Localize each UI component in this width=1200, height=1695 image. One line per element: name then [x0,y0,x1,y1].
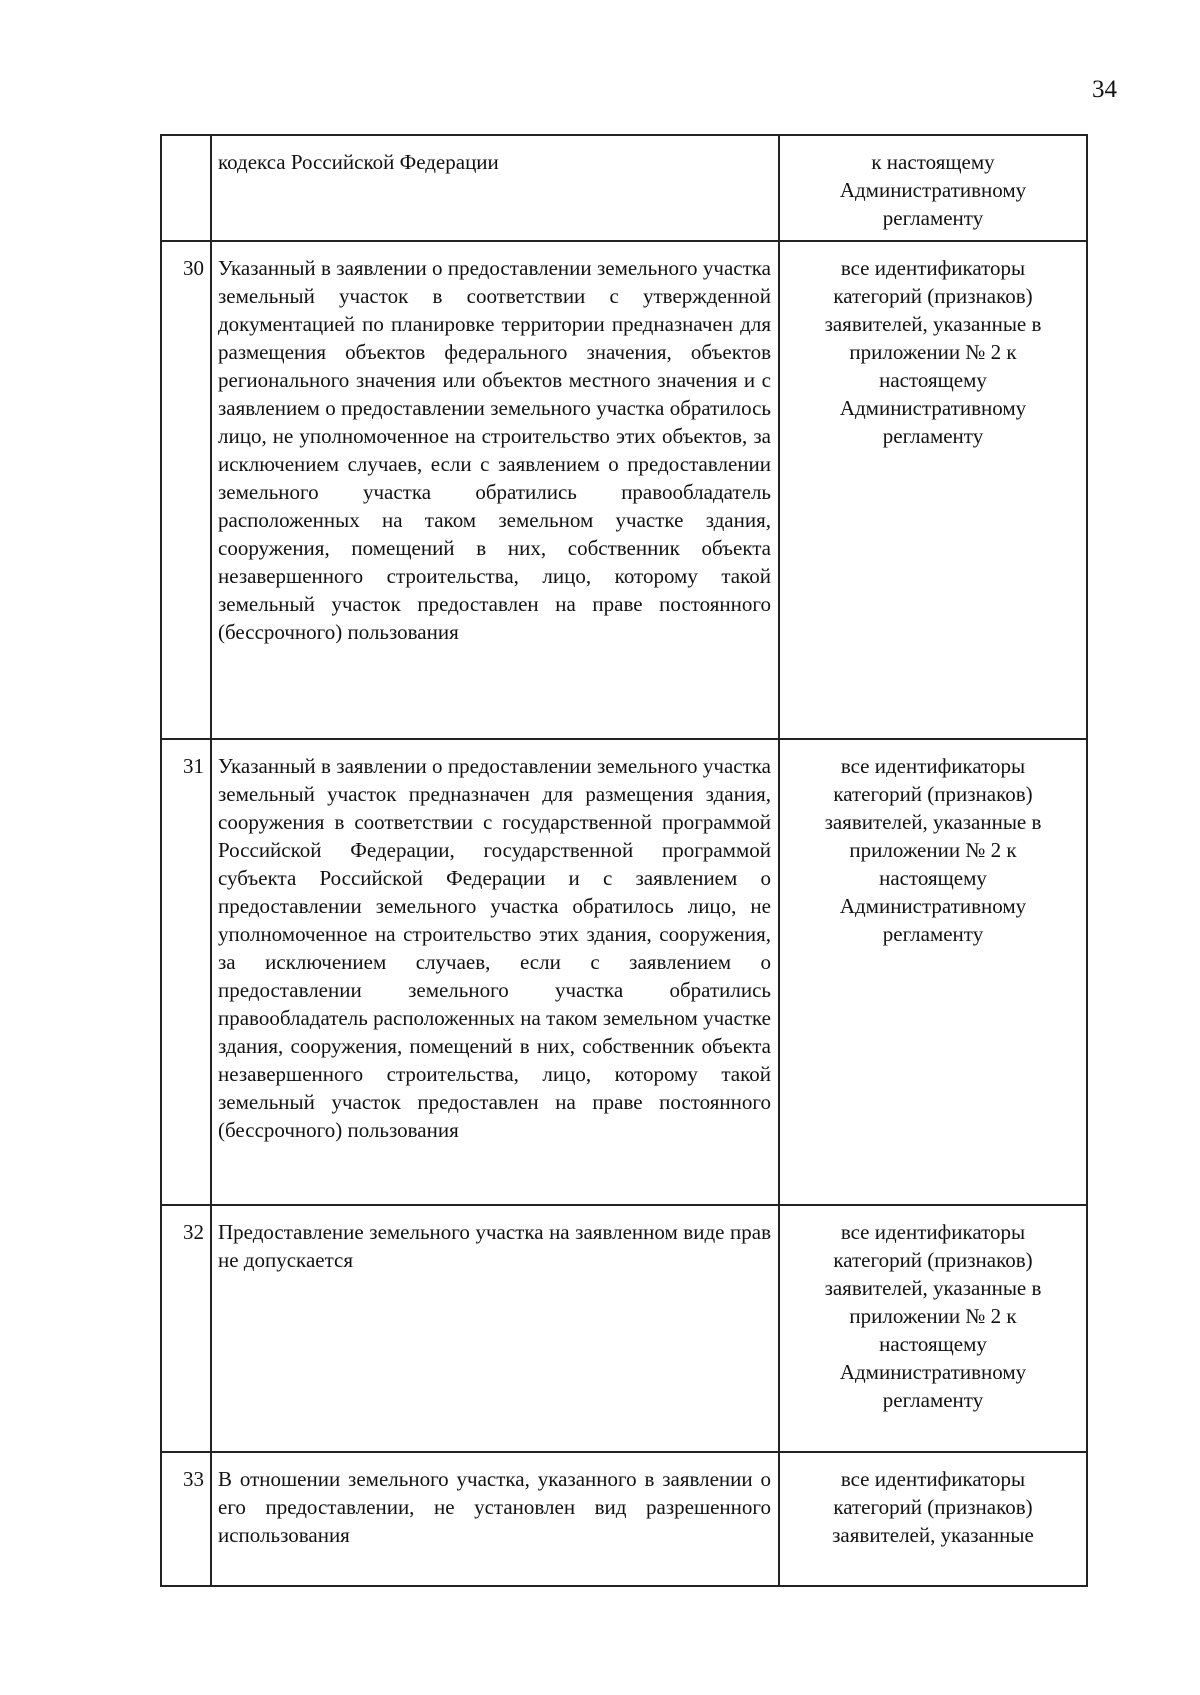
applicant-categories-text: к настоящему Административному регламенту [839,150,1027,230]
applicant-categories-text: все идентификаторы категорий (признаков) заявителей, указанные в приложении № 2 к настоящему Административному регламенту [824,754,1042,946]
page-number: 34 [1092,76,1117,103]
table-row [161,135,1087,241]
applicant-categories-cell [779,135,1087,241]
ground-text: Предоставление земельного участка на заявленном виде прав не допускается [211,1205,779,1452]
table-row [161,1205,1087,1452]
applicant-categories-cell [779,739,1087,1205]
row-number: 31 [161,739,211,1205]
ground-text: кодекса Российской Федерации [211,135,779,241]
row-number: 30 [161,241,211,739]
table-row [161,1452,1087,1586]
row-number: 32 [161,1205,211,1452]
applicant-categories-text: все идентификаторы категорий (признаков) заявителей, указанные в приложении № 2 к настоящему Административному регламенту [824,256,1042,448]
applicant-categories-text: все идентификаторы категорий (признаков) заявителей, указанные в приложении № 2 к настоящему Административному регламенту [824,1220,1042,1412]
row-number [161,135,211,241]
table-row [161,739,1087,1205]
applicant-categories-text: все идентификаторы категорий (признаков) заявителей, указанные [832,1467,1034,1547]
refusal-grounds-table [160,134,1088,1587]
ground-text: Указанный в заявлении о предоставлении земельного участка земельный участок в соответствии с утвержденной документацией по планировке территории предназначен для размещения объектов федерального значения, объектов регионального значения или объектов местного значения и с заявлением о предоставлении земельного участка обратилось лицо, не уполномоченное на строительство этих объектов, за исключением случаев, если с заявлением о предоставлении земельного участка обратились правообладатель расположенных на таком земельном участке здания, сооружения, помещений в них, собственник объекта незавершенного строительства, лицо, которому такой земельный участок предоставлен на праве постоянного (бессрочного) пользования [211,241,779,739]
applicant-categories-cell [779,241,1087,739]
applicant-categories-cell [779,1452,1087,1586]
table-row [161,241,1087,739]
ground-text: Указанный в заявлении о предоставлении земельного участка земельный участок предназначен для размещения здания, сооружения в соответствии с государственной программой Российской Федерации, государственной программой субъекта Российской Федерации и с заявлением о предоставлении земельного участка обратилось лицо, не уполномоченное на строительство этих здания, сооружения, за исключением случаев, если с заявлением о предоставлении земельного участка обратились правообладатель расположенных на таком земельном участке здания, сооружения, помещений в них, собственник объекта незавершенного строительства, лицо, которому такой земельный участок предоставлен на праве постоянного (бессрочного) пользования [211,739,779,1205]
ground-text: В отношении земельного участка, указанного в заявлении о его предоставлении, не установлен вид разрешенного использования [211,1452,779,1586]
row-number: 33 [161,1452,211,1586]
applicant-categories-cell [779,1205,1087,1452]
